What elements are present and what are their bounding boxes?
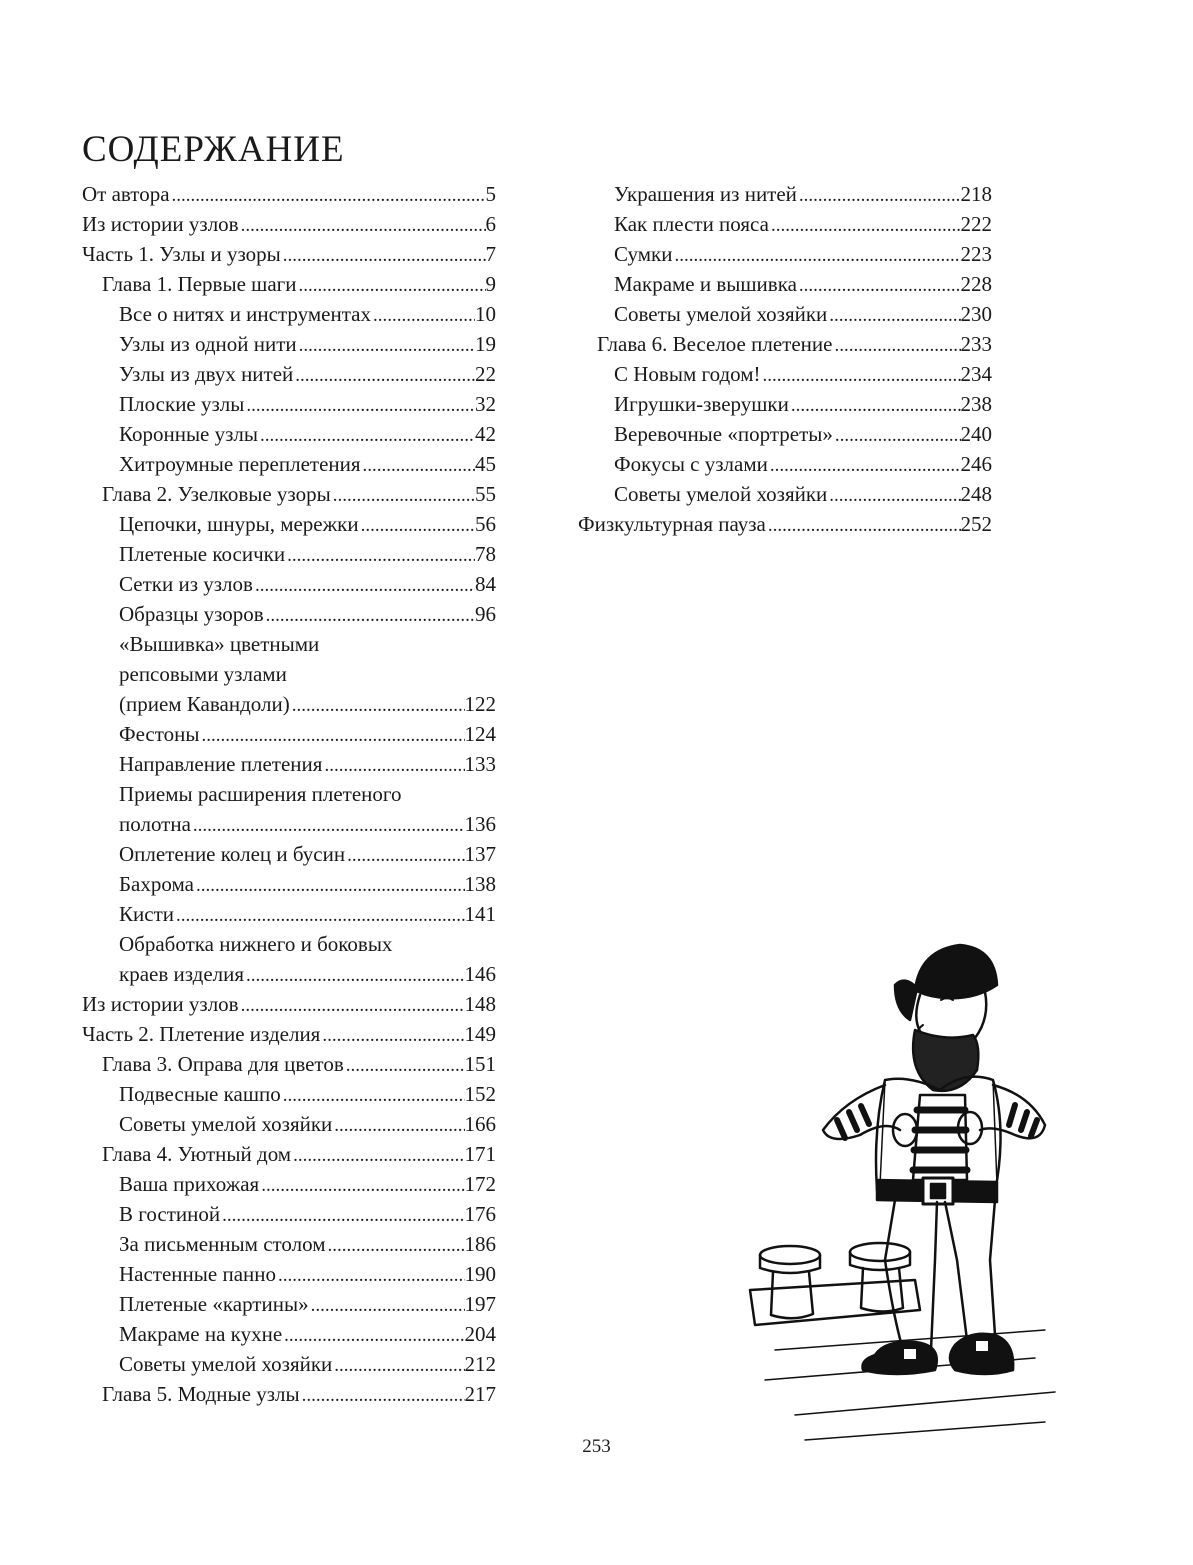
toc-entry-title: Оплетение колец и бусин (119, 842, 346, 866)
toc-entry-title: Направление плетения (119, 752, 323, 776)
toc-leader-dots (276, 1259, 465, 1289)
toc-leader-dots (371, 299, 475, 329)
toc-entry-title: Из истории узлов (82, 992, 239, 1016)
toc-left-column (82, 179, 496, 1409)
toc-leader-dots (768, 449, 961, 479)
toc-entry[interactable] (82, 419, 496, 449)
toc-page-number: 32 (475, 392, 496, 416)
toc-entry-title: От автора (82, 182, 170, 206)
toc-entry[interactable] (578, 359, 992, 389)
toc-page-number: 222 (960, 212, 992, 236)
toc-leader-dots (290, 689, 465, 719)
toc-leader-dots (297, 329, 475, 359)
toc-leader-dots (281, 239, 486, 269)
toc-leader-dots (291, 1139, 464, 1169)
toc-entry-title: Игрушки-зверушки (614, 392, 789, 416)
toc-entry-title: Веревочные «портреты» (614, 422, 833, 446)
toc-page-number: 212 (464, 1352, 496, 1376)
toc-page-number: 19 (475, 332, 496, 356)
toc-entry[interactable] (82, 839, 496, 869)
toc-entry-title: Фокусы с узлами (614, 452, 768, 476)
toc-page-number: 190 (464, 1262, 496, 1286)
toc-entry-title: Советы умелой хозяйки (614, 482, 828, 506)
toc-leader-dots (320, 1019, 464, 1049)
toc-entry-title: (прием Кавандоли) (119, 692, 290, 716)
toc-entry[interactable] (82, 959, 496, 989)
toc-page-number: 228 (960, 272, 992, 296)
toc-page-number: 186 (464, 1232, 496, 1256)
toc-page-number: 148 (464, 992, 496, 1016)
toc-page-number: 233 (960, 332, 992, 356)
toc-entry-title: Все о нитях и инструментах (119, 302, 371, 326)
toc-leader-dots (789, 389, 961, 419)
toc-leader-dots (827, 299, 960, 329)
toc-entry-title: Украшения из нитей (614, 182, 797, 206)
toc-entry[interactable] (82, 1349, 496, 1379)
toc-page-number: 218 (960, 182, 992, 206)
toc-entry[interactable] (82, 1169, 496, 1199)
toc-page-number: 223 (960, 242, 992, 266)
toc-leader-dots (322, 749, 464, 779)
toc-entry-title: Часть 2. Плетение изделия (82, 1022, 321, 1046)
toc-page-number: 246 (960, 452, 992, 476)
toc-entry-title: Глава 2. Узелковые узоры (102, 482, 331, 506)
toc-entry[interactable] (82, 1049, 496, 1079)
toc-entry-title: Хитроумные переплетения (119, 452, 361, 476)
toc-entry[interactable] (82, 1229, 496, 1259)
toc-entry-title: С Новым годом! (614, 362, 761, 386)
toc-page-number: 176 (464, 1202, 496, 1226)
toc-page-number: 149 (464, 1022, 496, 1046)
toc-leader-dots (220, 1199, 464, 1229)
toc-leader-dots (200, 719, 465, 749)
toc-entry[interactable] (82, 1019, 496, 1049)
toc-entry[interactable] (82, 719, 496, 749)
toc-page-number: 248 (960, 482, 992, 506)
toc-entry[interactable] (578, 239, 992, 269)
toc-entry[interactable] (578, 269, 992, 299)
toc-page-number: 124 (464, 722, 496, 746)
toc-page-number: 133 (464, 752, 496, 776)
toc-entry-title: Фестоны (119, 722, 200, 746)
toc-entry-title: Сетки из узлов (119, 572, 253, 596)
toc-leader-dots (332, 1109, 464, 1139)
toc-page-number: 55 (475, 482, 496, 506)
toc-page-number: 146 (464, 962, 496, 986)
toc-entry-title: Узлы из одной нити (119, 332, 297, 356)
toc-entry[interactable] (82, 1139, 496, 1169)
toc-leader-dots (239, 989, 465, 1019)
toc-entry[interactable] (82, 749, 496, 779)
toc-page-number: 122 (464, 692, 496, 716)
toc-entry-title: За письменным столом (119, 1232, 326, 1256)
toc-leader-dots (285, 539, 475, 569)
toc-entry-title: Цепочки, шнуры, мережки (119, 512, 359, 536)
toc-entry[interactable] (82, 359, 496, 389)
toc-page-number: 197 (464, 1292, 496, 1316)
toc-entry[interactable] (578, 419, 992, 449)
toc-page-number: 84 (475, 572, 496, 596)
toc-leader-dots (259, 1169, 464, 1199)
toc-page-number: 172 (464, 1172, 496, 1196)
toc-leader-dots (264, 599, 475, 629)
toc-leader-dots (239, 209, 486, 239)
toc-entry[interactable] (578, 449, 992, 479)
toc-entry-title: Макраме на кухне (119, 1322, 283, 1346)
toc-entry-title-line: репсовыми узлами (119, 662, 287, 686)
toc-entry-title: Советы умелой хозяйки (614, 302, 828, 326)
toc-entry-title: Глава 4. Уютный дом (102, 1142, 292, 1166)
toc-entry[interactable] (82, 1079, 496, 1109)
toc-page-number: 230 (960, 302, 992, 326)
toc-entry[interactable] (82, 209, 496, 239)
toc-entry-title: Советы умелой хозяйки (119, 1112, 333, 1136)
toc-entry[interactable] (82, 179, 496, 209)
toc-entry[interactable] (82, 509, 496, 539)
toc-leader-dots (281, 1079, 465, 1109)
toc-page-number: 252 (960, 512, 992, 536)
toc-right-column (578, 179, 992, 539)
toc-entry-title: Образцы узоров (119, 602, 264, 626)
toc-page-number: 137 (464, 842, 496, 866)
page-title: СОДЕРЖАНИЕ (82, 129, 345, 170)
toc-leader-dots (300, 1379, 465, 1409)
toc-leader-dots (797, 179, 961, 209)
toc-entry[interactable] (82, 569, 496, 599)
toc-entry[interactable] (578, 329, 992, 359)
toc-leader-dots (282, 1319, 464, 1349)
toc-leader-dots (253, 569, 475, 599)
toc-leader-dots (297, 269, 486, 299)
toc-leader-dots (766, 509, 961, 539)
toc-entry-title: Глава 1. Первые шаги (102, 272, 297, 296)
toc-page-number: 152 (464, 1082, 496, 1106)
toc-page-number: 56 (475, 512, 496, 536)
toc-leader-dots (332, 1349, 464, 1379)
toc-page-number: 141 (464, 902, 496, 926)
toc-entry[interactable] (82, 1109, 496, 1139)
toc-entry-title: Кисти (119, 902, 174, 926)
toc-entry-title: Настенные панно (119, 1262, 276, 1286)
toc-page-number: 22 (475, 362, 496, 386)
toc-entry[interactable] (82, 899, 496, 929)
toc-entry-title-line: Приемы расширения плетеного (119, 782, 402, 806)
toc-page-number: 204 (464, 1322, 496, 1346)
toc-entry[interactable] (82, 539, 496, 569)
toc-page-number: 151 (464, 1052, 496, 1076)
sailor-illustration (745, 930, 1065, 1450)
toc-page-number: 217 (464, 1382, 496, 1406)
toc-entry-title: Физкультурная пауза (578, 512, 766, 536)
toc-page-number: 78 (475, 542, 496, 566)
toc-entry-title: полотна (119, 812, 191, 836)
toc-entry[interactable] (82, 1259, 496, 1289)
toc-leader-dots (191, 809, 465, 839)
toc-page-number: 238 (960, 392, 992, 416)
toc-entry[interactable] (82, 479, 496, 509)
toc-entry-title: Макраме и вышивка (614, 272, 797, 296)
toc-leader-dots (359, 509, 475, 539)
toc-entry[interactable] (82, 689, 496, 719)
toc-entry[interactable] (82, 599, 496, 629)
toc-leader-dots (761, 359, 961, 389)
toc-entry[interactable] (578, 299, 992, 329)
toc-entry[interactable] (82, 1319, 496, 1349)
toc-entry-title: Ваша прихожая (119, 1172, 260, 1196)
toc-page-number: 96 (475, 602, 496, 626)
toc-leader-dots (769, 209, 961, 239)
toc-leader-dots (672, 239, 960, 269)
toc-leader-dots (361, 449, 475, 479)
toc-leader-dots (832, 329, 960, 359)
toc-leader-dots (293, 359, 475, 389)
toc-entry-title: Сумки (614, 242, 673, 266)
toc-entry[interactable] (82, 239, 496, 269)
toc-leader-dots (827, 479, 960, 509)
toc-page-number: 5 (485, 182, 496, 206)
toc-page-number: 171 (464, 1142, 496, 1166)
toc-leader-dots (833, 419, 961, 449)
toc-leader-dots (326, 1229, 465, 1259)
toc-entry[interactable] (82, 989, 496, 1019)
toc-page-number: 9 (485, 272, 496, 296)
toc-entry-title: В гостиной (119, 1202, 221, 1226)
toc-leader-dots (174, 899, 465, 929)
toc-entry-title: Советы умелой хозяйки (119, 1352, 333, 1376)
toc-leader-dots (345, 839, 464, 869)
toc-leader-dots (797, 269, 961, 299)
toc-entry[interactable] (82, 869, 496, 899)
toc-entry-title: Из истории узлов (82, 212, 239, 236)
toc-entry[interactable] (82, 449, 496, 479)
toc-entry-title: Плетеные косички (119, 542, 286, 566)
toc-entry-title: Бахрома (119, 872, 194, 896)
toc-entry[interactable] (82, 299, 496, 329)
toc-leader-dots (244, 959, 464, 989)
toc-entry-title: Узлы из двух нитей (119, 362, 294, 386)
toc-entry[interactable] (578, 179, 992, 209)
toc-entry-title: Как плести пояса (614, 212, 769, 236)
toc-entry-title: Глава 6. Веселое плетение (597, 332, 833, 356)
toc-entry-title: Плоские узлы (119, 392, 245, 416)
toc-entry[interactable] (82, 1289, 496, 1319)
toc-entry-title: Коронные узлы (119, 422, 259, 446)
toc-entry-title: Глава 5. Модные узлы (102, 1382, 300, 1406)
toc-page-number: 42 (475, 422, 496, 446)
toc-leader-dots (170, 179, 486, 209)
toc-page-number: 6 (485, 212, 496, 236)
toc-entry-title: краев изделия (119, 962, 245, 986)
toc-entry-title: Часть 1. Узлы и узоры (82, 242, 281, 266)
toc-leader-dots (258, 419, 475, 449)
toc-page-number: 240 (960, 422, 992, 446)
toc-leader-dots (194, 869, 465, 899)
toc-page-number: 45 (475, 452, 496, 476)
toc-page-number: 234 (960, 362, 992, 386)
page-number: 253 (582, 1436, 611, 1457)
toc-page-number: 7 (485, 242, 496, 266)
toc-entry[interactable] (578, 509, 992, 539)
toc-entry[interactable] (82, 1379, 496, 1409)
toc-entry-title: Плетеные «картины» (119, 1292, 309, 1316)
toc-entry[interactable] (578, 479, 992, 509)
toc-entry[interactable] (82, 389, 496, 419)
toc-leader-dots (309, 1289, 465, 1319)
toc-leader-dots (331, 479, 475, 509)
toc-entry[interactable] (82, 269, 496, 299)
toc-entry-title: Глава 3. Оправа для цветов (102, 1052, 344, 1076)
toc-entry[interactable] (82, 329, 496, 359)
toc-leader-dots (244, 389, 475, 419)
toc-entry-title-line: Обработка нижнего и боковых (119, 932, 393, 956)
toc-page-number: 138 (464, 872, 496, 896)
toc-entry-title: Подвесные кашпо (119, 1082, 281, 1106)
toc-entry[interactable] (82, 1199, 496, 1229)
toc-entry[interactable] (82, 809, 496, 839)
toc-entry-title-line: «Вышивка» цветными (119, 632, 320, 656)
toc-leader-dots (344, 1049, 465, 1079)
toc-entry[interactable] (578, 389, 992, 419)
toc-page-number: 10 (475, 302, 496, 326)
toc-page-number: 166 (464, 1112, 496, 1136)
toc-page-number: 136 (464, 812, 496, 836)
toc-entry[interactable] (578, 209, 992, 239)
